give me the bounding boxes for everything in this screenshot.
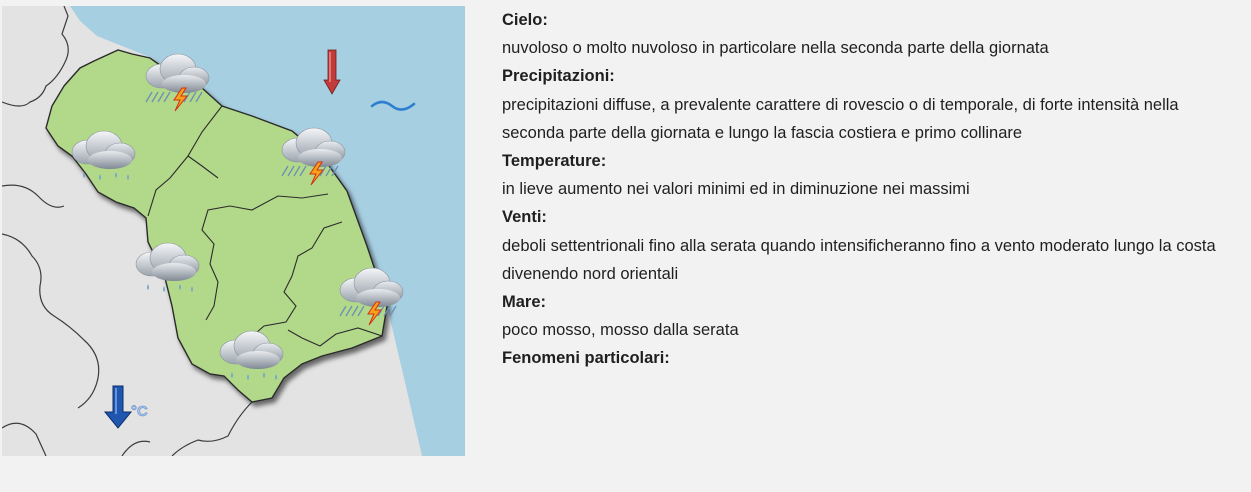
- sky-text: nuvoloso o molto nuvoloso in particolare nella seconda parte della giornata: [502, 39, 1049, 58]
- precipitation-label: Precipitazioni:: [502, 67, 615, 86]
- wind-label: Venti:: [502, 208, 547, 227]
- temperature-unit-label: °C: [131, 403, 148, 420]
- temperature-label: Temperature:: [502, 152, 607, 171]
- weather-map-graphic: [2, 6, 465, 456]
- special-phenomena-label: Fenomeni particolari:: [502, 349, 670, 368]
- sea-label: Mare:: [502, 293, 547, 312]
- sky-label: Cielo:: [502, 11, 548, 29]
- temperature-text: in lieve aumento nei valori minimi ed in diminuzione nei massimi: [502, 180, 970, 199]
- sea-text: poco mosso, mosso dalla serata: [502, 321, 739, 340]
- precipitation-text: precipitazioni diffuse, a prevalente carattere di rovescio o di temporale, di forte intensità nella seconda parte della giornata e lungo la fascia costiera e primo collinare: [502, 95, 1179, 142]
- temperature-down-icon: [105, 386, 131, 428]
- wind-text: deboli settentrionali fino alla serata quando intensificheranno fino a vento moderato lungo la costa divenendo nord orientali: [502, 236, 1216, 283]
- forecast-panel: [502, 6, 1232, 373]
- weather-map: [2, 6, 465, 456]
